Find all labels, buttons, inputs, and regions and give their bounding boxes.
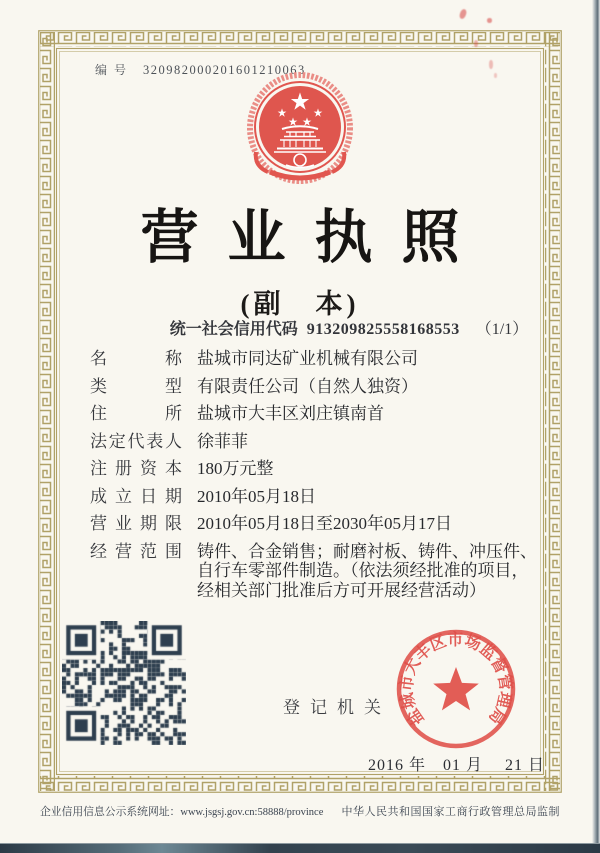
credit-code-line	[49, 316, 600, 339]
footer-publicity-system	[40, 804, 323, 819]
footer-issuer: 中华人民共和国国家工商行政管理总局监制	[341, 806, 560, 818]
license-subtitle: (副 本)	[240, 289, 360, 319]
field-label: 成立日期	[90, 486, 182, 506]
field-label: 营业期限	[90, 514, 182, 533]
scan-edge-bottom	[0, 844, 600, 853]
seal-text: 盐城市大丰区市场监督管理局	[396, 629, 516, 730]
field-label: 法定代表人	[90, 431, 182, 451]
field-value: 盐城市同达矿业机械有限公司	[197, 349, 418, 368]
footer-url-label: 企业信用信息公示系统网址：	[40, 806, 181, 818]
page-indicator: （1/1）	[475, 321, 529, 338]
field-value: 有限责任公司（自然人独资）	[197, 376, 418, 396]
field-value: 2010年05月18日至2030年05月17日	[197, 514, 452, 533]
field-row-address	[90, 404, 540, 424]
field-row-term	[90, 514, 540, 534]
qr-code	[62, 621, 186, 745]
ink-smudge	[494, 73, 497, 78]
scan-edge-right	[592, 0, 600, 853]
field-label: 住所	[90, 404, 182, 423]
registration-authority-label: 登记机关	[283, 698, 391, 717]
field-row-type	[90, 377, 540, 397]
field-value: 180万元整	[197, 459, 274, 478]
footer-url: www.jsgsj.gov.cn:58888/province	[180, 807, 324, 818]
field-value: 铸件、合金销售；耐磨衬板、铸件、冲压件、自行车零部件制造。（依法须经批准的项目，经相关部门批准后方可开展经营活动）	[197, 541, 537, 600]
national-emblem-icon	[246, 72, 354, 184]
field-row-legal-rep	[90, 432, 540, 452]
field-value: 盐城市大丰区刘庄镇南首	[197, 404, 384, 423]
footer	[40, 803, 560, 819]
ink-smudge	[474, 40, 478, 47]
field-label: 注册资本	[90, 459, 182, 478]
issue-date: 2016 年 01 月 21 日	[368, 757, 546, 774]
ink-smudge	[458, 8, 467, 19]
license-title: 营业执照	[140, 205, 489, 270]
official-seal	[386, 619, 526, 759]
field-row-scope	[90, 542, 540, 601]
serial-number: 320982000201601210063	[143, 63, 306, 77]
serial-label: 编号	[95, 63, 134, 77]
field-value: 2010年05月18日	[197, 486, 316, 506]
credit-code-label: 统一社会信用代码	[169, 321, 298, 338]
credit-code-value: 913209825558168553	[306, 321, 460, 338]
field-label: 类型	[90, 376, 182, 396]
ink-smudge	[489, 60, 493, 69]
field-row-name	[90, 349, 540, 369]
field-row-capital	[90, 459, 540, 479]
field-value: 徐菲菲	[197, 431, 248, 451]
field-row-est-date	[90, 487, 540, 507]
license-fields	[90, 349, 540, 608]
field-label: 名称	[90, 349, 182, 368]
ink-smudge	[487, 18, 492, 23]
field-label: 经营范围	[90, 541, 182, 561]
